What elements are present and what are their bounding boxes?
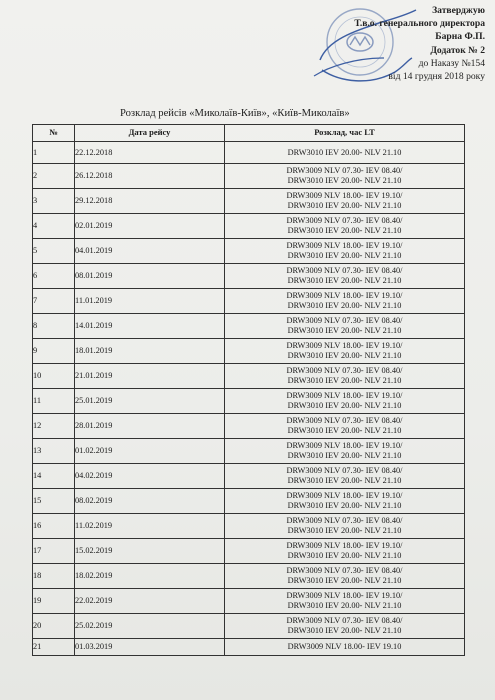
approval-heading: Затверджую: [432, 5, 485, 16]
flight-date: 11.01.2019: [75, 289, 225, 314]
approval-block: [310, 4, 485, 83]
flight-schedule: [225, 239, 465, 264]
flight-date: 25.01.2019: [75, 389, 225, 414]
flight-date: 01.02.2019: [75, 439, 225, 464]
schedule-line: DRW3010 IEV 20.00- NLV 21.10: [287, 251, 402, 260]
table-row: [33, 339, 465, 364]
schedule-line: DRW3010 IEV 20.00- NLV 21.10: [287, 476, 402, 485]
schedule-line: DRW3009 NLV 18.00- IEV 19.10/: [286, 491, 403, 500]
row-number: 19: [33, 589, 75, 614]
row-number: 18: [33, 564, 75, 589]
flight-schedule: [225, 614, 465, 639]
flight-date: 22.12.2018: [75, 142, 225, 164]
flight-date: 11.02.2019: [75, 514, 225, 539]
table-row: [33, 389, 465, 414]
flight-date: 01.03.2019: [75, 639, 225, 656]
flight-date: 08.02.2019: [75, 489, 225, 514]
table-row: [33, 289, 465, 314]
schedule-line: DRW3010 IEV 20.00- NLV 21.10: [287, 626, 402, 635]
header-date: Дата рейсу: [75, 125, 225, 142]
table-row: [33, 589, 465, 614]
table-row: [33, 414, 465, 439]
schedule-line: DRW3010 IEV 20.00- NLV 21.10: [287, 326, 402, 335]
flight-schedule: [225, 464, 465, 489]
flight-schedule: [225, 389, 465, 414]
flight-date: 02.01.2019: [75, 214, 225, 239]
schedule-line: DRW3010 IEV 20.00- NLV 21.10: [287, 576, 402, 585]
row-number: 10: [33, 364, 75, 389]
schedule-line: DRW3010 IEV 20.00- NLV 21.10: [287, 401, 402, 410]
table-row: [33, 539, 465, 564]
schedule-line: DRW3010 IEV 20.00- NLV 21.10: [287, 201, 402, 210]
schedule-line: DRW3009 NLV 07.30- IEV 08.40/: [286, 466, 403, 475]
flight-schedule: [225, 564, 465, 589]
schedule-line: DRW3010 IEV 20.00- NLV 21.10: [287, 226, 402, 235]
flight-schedule: [225, 514, 465, 539]
schedule-line: DRW3009 NLV 07.30- IEV 08.40/: [286, 266, 403, 275]
schedule-line: DRW3010 IEV 20.00- NLV 21.10: [287, 526, 402, 535]
row-number: 11: [33, 389, 75, 414]
row-number: 12: [33, 414, 75, 439]
table-row: [33, 439, 465, 464]
flight-date: 04.01.2019: [75, 239, 225, 264]
schedule-line: DRW3009 NLV 18.00- IEV 19.10/: [286, 391, 403, 400]
table-row: [33, 564, 465, 589]
schedule-line: DRW3010 IEV 20.00- NLV 21.10: [287, 501, 402, 510]
flight-schedule: [225, 289, 465, 314]
schedule-line: DRW3009 NLV 18.00- IEV 19.10/: [286, 291, 403, 300]
flight-schedule-table: [32, 124, 465, 656]
flight-schedule: [225, 264, 465, 289]
flight-schedule: [225, 164, 465, 189]
schedule-line: DRW3010 IEV 20.00- NLV 21.10: [287, 301, 402, 310]
flight-schedule: [225, 364, 465, 389]
schedule-line: DRW3009 NLV 07.30- IEV 08.40/: [286, 166, 403, 175]
flight-schedule: [225, 489, 465, 514]
table-row: [33, 489, 465, 514]
row-number: 4: [33, 214, 75, 239]
schedule-line: DRW3009 NLV 07.30- IEV 08.40/: [286, 416, 403, 425]
table-row: [33, 614, 465, 639]
schedule-line: DRW3009 NLV 07.30- IEV 08.40/: [286, 366, 403, 375]
approval-name: Барна Ф.П.: [435, 31, 485, 43]
flight-date: 08.01.2019: [75, 264, 225, 289]
flight-date: 04.02.2019: [75, 464, 225, 489]
schedule-line: DRW3010 IEV 20.00- NLV 21.10: [287, 147, 402, 157]
flight-date: 18.01.2019: [75, 339, 225, 364]
table-row: [33, 189, 465, 214]
schedule-line: DRW3010 IEV 20.00- NLV 21.10: [287, 351, 402, 360]
flight-schedule: [225, 539, 465, 564]
row-number: 14: [33, 464, 75, 489]
row-number: 20: [33, 614, 75, 639]
flight-schedule: [225, 639, 465, 656]
schedule-line: DRW3010 IEV 20.00- NLV 21.10: [287, 176, 402, 185]
table-header-row: [33, 125, 465, 142]
flight-schedule: [225, 589, 465, 614]
schedule-line: DRW3009 NLV 18.00- IEV 19.10: [287, 642, 402, 651]
row-number: 1: [33, 142, 75, 164]
appendix-number: Додаток № 2: [430, 44, 485, 56]
schedule-line: DRW3009 NLV 18.00- IEV 19.10/: [286, 191, 403, 200]
row-number: 13: [33, 439, 75, 464]
schedule-line: DRW3010 IEV 20.00- NLV 21.10: [287, 276, 402, 285]
flight-schedule: [225, 142, 465, 164]
flight-date: 29.12.2018: [75, 189, 225, 214]
approval-position: Т.в.о. генерального директора: [354, 18, 485, 30]
header-number: №: [33, 125, 75, 142]
table-row: [33, 464, 465, 489]
schedule-line: DRW3009 NLV 07.30- IEV 08.40/: [286, 316, 403, 325]
row-number: 6: [33, 264, 75, 289]
table-row: [33, 239, 465, 264]
flight-date: 25.02.2019: [75, 614, 225, 639]
schedule-line: DRW3009 NLV 07.30- IEV 08.40/: [286, 216, 403, 225]
flight-date: 18.02.2019: [75, 564, 225, 589]
schedule-line: DRW3009 NLV 07.30- IEV 08.40/: [286, 566, 403, 575]
flight-date: 26.12.2018: [75, 164, 225, 189]
row-number: 2: [33, 164, 75, 189]
schedule-line: DRW3010 IEV 20.00- NLV 21.10: [287, 601, 402, 610]
document-title: Розклад рейсів «Миколаїв-Київ», «Київ-Миколаїв»: [120, 108, 350, 119]
flight-schedule: [225, 439, 465, 464]
row-number: 21: [33, 639, 75, 656]
flight-schedule: [225, 214, 465, 239]
table-row: [33, 514, 465, 539]
row-number: 15: [33, 489, 75, 514]
schedule-line: DRW3009 NLV 18.00- IEV 19.10/: [286, 441, 403, 450]
schedule-line: DRW3009 NLV 18.00- IEV 19.10/: [286, 241, 403, 250]
schedule-line: DRW3010 IEV 20.00- NLV 21.10: [287, 451, 402, 460]
schedule-line: DRW3009 NLV 07.30- IEV 08.40/: [286, 516, 403, 525]
flight-schedule: [225, 314, 465, 339]
schedule-line: DRW3009 NLV 18.00- IEV 19.10/: [286, 341, 403, 350]
row-number: 17: [33, 539, 75, 564]
schedule-line: DRW3010 IEV 20.00- NLV 21.10: [287, 376, 402, 385]
order-date: від 14 грудня 2018 року: [388, 71, 485, 83]
row-number: 8: [33, 314, 75, 339]
flight-date: 28.01.2019: [75, 414, 225, 439]
flight-schedule: [225, 339, 465, 364]
table-row: [33, 214, 465, 239]
table-row: [33, 314, 465, 339]
row-number: 9: [33, 339, 75, 364]
schedule-line: DRW3010 IEV 20.00- NLV 21.10: [287, 551, 402, 560]
table-row: [33, 142, 465, 164]
table-row: [33, 164, 465, 189]
table-row: [33, 264, 465, 289]
row-number: 5: [33, 239, 75, 264]
flight-date: 14.01.2019: [75, 314, 225, 339]
flight-date: 15.02.2019: [75, 539, 225, 564]
schedule-line: DRW3009 NLV 18.00- IEV 19.10/: [286, 591, 403, 600]
row-number: 16: [33, 514, 75, 539]
flight-schedule: [225, 414, 465, 439]
header-schedule: Розклад, час LT: [225, 125, 465, 142]
flight-date: 22.02.2019: [75, 589, 225, 614]
row-number: 3: [33, 189, 75, 214]
table-row: [33, 364, 465, 389]
flight-schedule: [225, 189, 465, 214]
schedule-line: DRW3009 NLV 18.00- IEV 19.10/: [286, 541, 403, 550]
flight-date: 21.01.2019: [75, 364, 225, 389]
schedule-line: DRW3010 IEV 20.00- NLV 21.10: [287, 426, 402, 435]
schedule-line: DRW3009 NLV 07.30- IEV 08.40/: [286, 616, 403, 625]
table-row: [33, 639, 465, 656]
order-reference: до Наказу №154: [418, 57, 485, 69]
row-number: 7: [33, 289, 75, 314]
